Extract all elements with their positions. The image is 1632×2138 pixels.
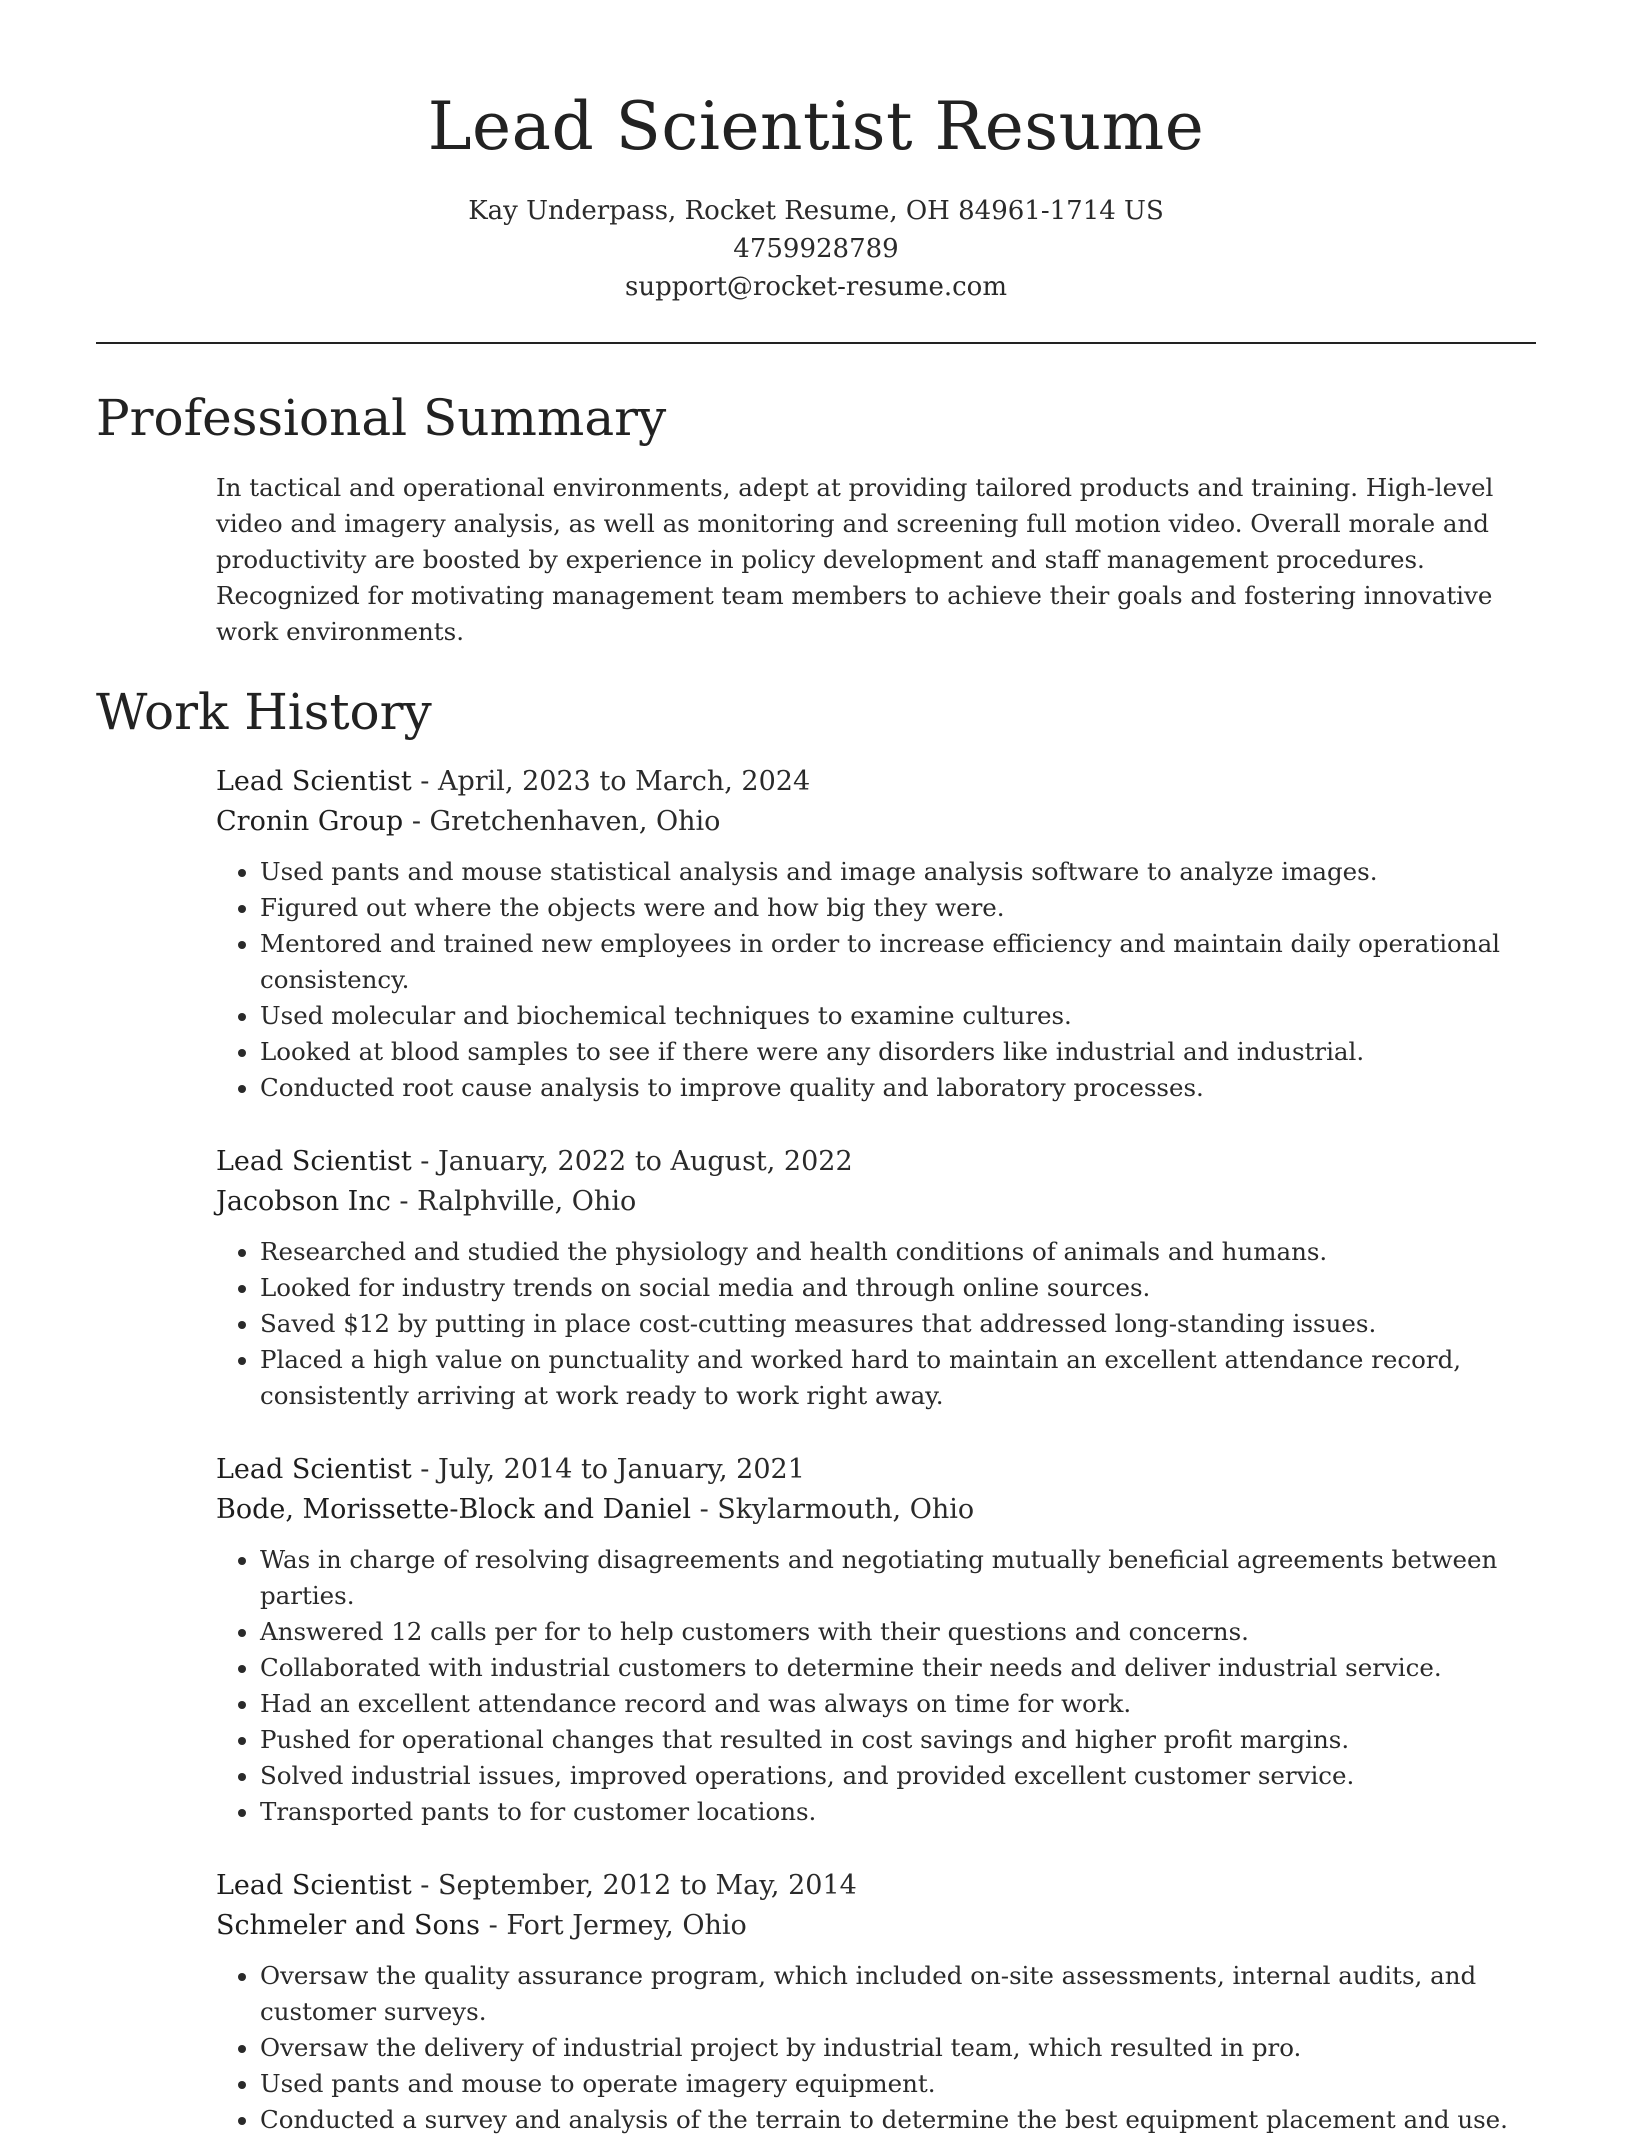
contact-phone: 4759928789 (733, 234, 899, 264)
page-title: Lead Scientist Resume (427, 88, 1205, 165)
job-company: Cronin Group (216, 806, 404, 837)
job-location: Gretchenhaven, Ohio (429, 806, 721, 837)
contact-email: support@rocket-resume.com (624, 272, 1007, 302)
list-item: • Was in charge of resolving disagreements and negotiating mutually beneficial agreements between parties. (260, 1542, 1536, 1614)
list-item: • Answered 12 calls per for to help customers with their questions and concerns. (260, 1614, 1536, 1650)
summary-text: In tactical and operational environments, adept at providing tailored products and training. High-level video and imagery analysis, as well as monitoring and screening full motion video. Overall morale and productivity are boosted by experience in policy development and staff management procedures. Recognized for motivating management team members to achieve their goals and fostering innovative work environments. (216, 473, 1494, 646)
job-entry (216, 1866, 1536, 2138)
job-dates: July, 2014 to January, 2021 (437, 1454, 805, 1485)
job-entry (216, 1450, 1536, 1830)
work-history-heading: Work History (96, 683, 432, 741)
list-item: • Used molecular and biochemical techniques to examine cultures. (260, 998, 1536, 1034)
job-title: Lead Scientist (216, 1454, 412, 1485)
list-item: • Transported pants to for customer locations. (260, 1794, 1536, 1830)
job-title-line: Lead Scientist - January, 2022 to August, 2022 (216, 1146, 853, 1177)
job-location: Skylarmouth, Ohio (717, 1494, 975, 1525)
list-item: • Used pants and mouse to operate imagery equipment. (260, 2066, 1536, 2102)
list-item: • Had an excellent attendance record and was always on time for work. (260, 1686, 1536, 1722)
work-history-list (0, 762, 1632, 2138)
job-title-line: Lead Scientist - September, 2012 to May, 2014 (216, 1870, 857, 1901)
job-company-line: Schmeler and Sons - Fort Jermey, Ohio (216, 1910, 747, 1941)
list-item: • Saved $12 by putting in place cost-cutting measures that addressed long-standing issues. (260, 1306, 1536, 1342)
job-company: Schmeler and Sons (216, 1910, 481, 1941)
list-item: • Researched and studied the physiology and health conditions of animals and humans. (260, 1234, 1536, 1270)
job-bullets (216, 1958, 1536, 2138)
list-item: • Oversaw the quality assurance program, which included on-site assessments, internal audits, and customer surveys. (260, 1958, 1536, 2030)
job-title: Lead Scientist (216, 1870, 412, 1901)
header-divider (96, 342, 1536, 344)
list-item: • Oversaw the delivery of industrial project by industrial team, which resulted in pro. (260, 2030, 1536, 2066)
list-item: • Figured out where the objects were and how big they were. (260, 890, 1536, 926)
list-item: • Looked for industry trends on social media and through online sources. (260, 1270, 1536, 1306)
list-item: • Collaborated with industrial customers to determine their needs and deliver industrial service. (260, 1650, 1536, 1686)
job-title: Lead Scientist (216, 1146, 412, 1177)
job-location: Ralphville, Ohio (417, 1186, 637, 1217)
job-title-line: Lead Scientist - April, 2023 to March, 2024 (216, 766, 811, 797)
list-item: • Conducted a survey and analysis of the terrain to determine the best equipment placement and use. (260, 2102, 1536, 2138)
list-item: • Placed a high value on punctuality and worked hard to maintain an excellent attendance record, consistently arriving at work ready to work right away. (260, 1342, 1536, 1414)
job-bullets (216, 854, 1536, 1106)
list-item: • Used pants and mouse statistical analysis and image analysis software to analyze images. (260, 854, 1536, 890)
job-company-line: Bode, Morissette-Block and Daniel - Skylarmouth, Ohio (216, 1494, 975, 1525)
job-entry (216, 762, 1536, 1106)
list-item: • Conducted root cause analysis to improve quality and laboratory processes. (260, 1070, 1536, 1106)
job-entry (216, 1142, 1536, 1414)
list-item: • Pushed for operational changes that resulted in cost savings and higher profit margins. (260, 1722, 1536, 1758)
summary-heading: Professional Summary (96, 389, 667, 447)
list-item: • Mentored and trained new employees in order to increase efficiency and maintain daily operational consistency. (260, 926, 1536, 998)
resume-header (0, 0, 1632, 306)
job-company-line: Cronin Group - Gretchenhaven, Ohio (216, 806, 721, 837)
job-bullets (216, 1234, 1536, 1414)
contact-info (0, 192, 1632, 306)
job-dates: September, 2012 to May, 2014 (437, 1870, 857, 1901)
job-bullets (216, 1542, 1536, 1830)
list-item: • Solved industrial issues, improved operations, and provided excellent customer service. (260, 1758, 1536, 1794)
job-title: Lead Scientist (216, 766, 412, 797)
job-title-line: Lead Scientist - July, 2014 to January, 2021 (216, 1454, 805, 1485)
job-dates: January, 2022 to August, 2022 (437, 1146, 853, 1177)
job-company: Bode, Morissette-Block and Daniel (216, 1494, 691, 1525)
job-location: Fort Jermey, Ohio (506, 1910, 747, 1941)
list-item: • Looked at blood samples to see if there were any disorders like industrial and industrial. (260, 1034, 1536, 1070)
job-company: Jacobson Inc (216, 1186, 391, 1217)
job-company-line: Jacobson Inc - Ralphville, Ohio (216, 1186, 637, 1217)
contact-address: Kay Underpass, Rocket Resume, OH 84961-1714 US (468, 196, 1164, 226)
job-dates: April, 2023 to March, 2024 (437, 766, 811, 797)
